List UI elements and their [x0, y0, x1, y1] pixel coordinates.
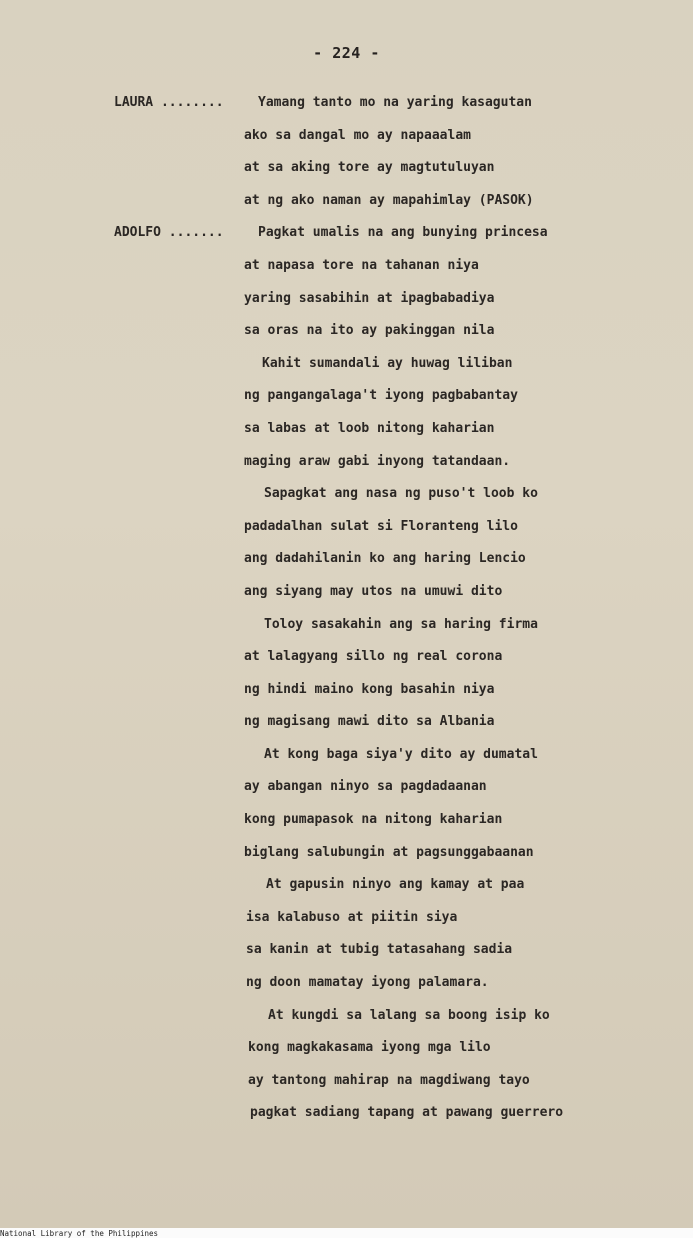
- page-number: - 224 -: [313, 44, 380, 62]
- verse-line: [0, 1007, 693, 1040]
- verse-line: [0, 648, 693, 681]
- verse-text: isa kalabuso at piitin siya: [246, 909, 458, 925]
- verse-line: [0, 550, 693, 583]
- verse-text: ako sa dangal mo ay napaaalam: [244, 127, 471, 143]
- verse-text: pagkat sadiang tapang at pawang guerrero: [250, 1105, 564, 1121]
- verse-text: sa kanin at tubig tatasahang sadia: [246, 942, 513, 958]
- verse-line: [0, 746, 693, 779]
- verse-line: [0, 583, 693, 616]
- verse-text: At kong baga siya'y dito ay dumatal: [264, 746, 538, 762]
- verse-text: ng magisang mawi dito sa Albania: [244, 714, 495, 730]
- verse-line: [0, 713, 693, 746]
- verse-text: maging araw gabi inyong tatandaan.: [244, 453, 511, 469]
- verse-line: [0, 1104, 693, 1137]
- verse-text: padadalhan sulat si Floranteng lilo: [244, 518, 518, 534]
- verse-line: [0, 224, 693, 257]
- verse-line: [0, 485, 693, 518]
- verse-line: [0, 387, 693, 420]
- verse-text: ay tantong mahirap na magdiwang tayo: [248, 1072, 530, 1088]
- verse-line: [0, 420, 693, 453]
- verse-line: [0, 876, 693, 909]
- verse-line: [0, 811, 693, 844]
- verse-text: sa oras na ito ay pakinggan nila: [244, 323, 495, 339]
- verse-line: [0, 355, 693, 388]
- verse-text: Toloy sasakahin ang sa haring firma: [264, 616, 538, 632]
- footer-credit: National Library of the Philippines: [0, 1229, 159, 1238]
- verse-line: [0, 681, 693, 714]
- verse-line: [0, 909, 693, 942]
- verse-text: ang siyang may utos na umuwi dito: [244, 583, 503, 599]
- verse-line: [0, 844, 693, 877]
- verse-text: kong magkakasama iyong mga lilo: [248, 1040, 491, 1056]
- verse-text: yaring sasabihin at ipagbabadiya: [244, 290, 495, 306]
- verse-line: [0, 974, 693, 1007]
- verse-line: [0, 616, 693, 649]
- speaker-label: LAURA ........: [114, 95, 224, 110]
- verse-text: ng doon mamatay iyong palamara.: [246, 975, 489, 991]
- speaker-label: ADOLFO .......: [114, 225, 224, 241]
- verse-text: ng pangangalaga't iyong pagbabantay: [244, 388, 518, 404]
- verse-line: [0, 778, 693, 811]
- verse-line: [0, 322, 693, 355]
- verse-lines: [0, 94, 693, 1137]
- verse-text: kong pumapasok na nitong kaharian: [244, 812, 503, 828]
- verse-text: ang dadahilanin ko ang haring Lencio: [244, 551, 526, 567]
- verse-line: [0, 159, 693, 192]
- verse-line: [0, 453, 693, 486]
- verse-text: sa labas at loob nitong kaharian: [244, 420, 495, 436]
- verse-line: [0, 290, 693, 323]
- verse-line: [0, 941, 693, 974]
- verse-text: At kungdi sa lalang sa boong isip ko: [268, 1007, 550, 1023]
- verse-text: at lalagyang sillo ng real corona: [244, 649, 503, 665]
- verse-text: at sa aking tore ay magtutuluyan: [244, 160, 495, 176]
- verse-text: Sapagkat ang nasa ng puso't loob ko: [264, 486, 538, 502]
- verse-line: [0, 257, 693, 290]
- verse-text: at ng ako naman ay mapahimlay (PASOK): [244, 192, 534, 208]
- verse-line: [0, 94, 693, 127]
- verse-text: Yamang tanto mo na yaring kasagutan: [258, 95, 532, 110]
- verse-text: ay abangan ninyo sa pagdadaanan: [244, 779, 487, 795]
- verse-text: Kahit sumandali ay huwag liliban: [262, 355, 513, 371]
- verse-text: ng hindi maino kong basahin niya: [244, 681, 495, 697]
- verse-text: biglang salubungin at pagsunggabaanan: [244, 844, 534, 860]
- verse-text: At gapusin ninyo ang kamay at paa: [266, 877, 525, 893]
- verse-text: at napasa tore na tahanan niya: [244, 257, 479, 273]
- verse-line: [0, 518, 693, 551]
- verse-text: Pagkat umalis na ang bunying princesa: [258, 225, 548, 241]
- verse-line: [0, 1072, 693, 1105]
- verse-line: [0, 192, 693, 225]
- verse-line: [0, 127, 693, 160]
- verse-line: [0, 1039, 693, 1072]
